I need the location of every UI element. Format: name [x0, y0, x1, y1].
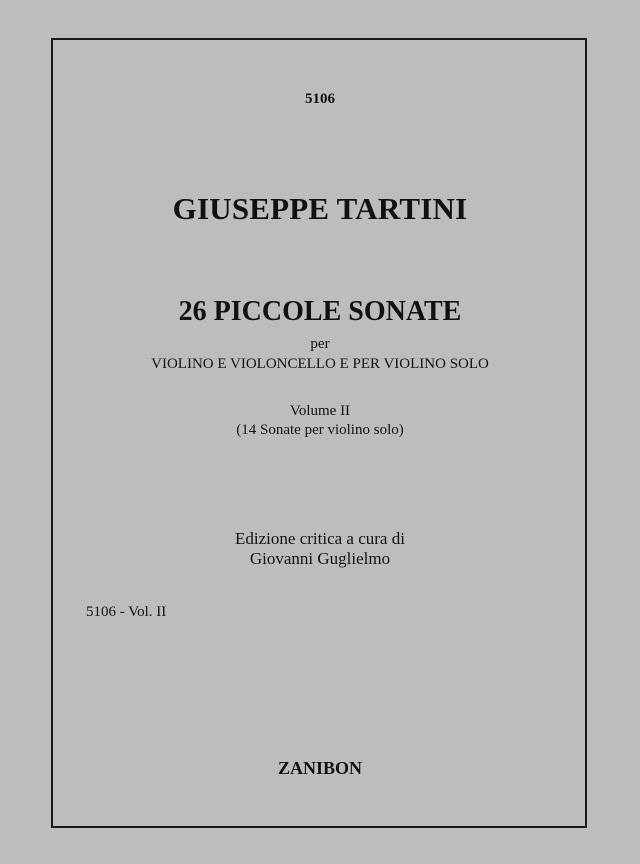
work-title: 26 PICCOLE SONATE — [178, 296, 462, 327]
volume-subtitle: (14 Sonate per violino solo) — [236, 422, 404, 438]
catalog-reference: 5106 - Vol. II — [86, 604, 167, 620]
edition-line: Edizione critica a cura di — [235, 529, 405, 548]
volume-label: Volume II — [289, 403, 351, 419]
editor-name: Giovanni Guglielmo — [249, 549, 391, 568]
publisher-name: ZANIBON — [277, 758, 362, 778]
per-label: per — [310, 336, 330, 352]
catalog-number: 5106 — [305, 91, 335, 107]
composer-name: GIUSEPPE TARTINI — [172, 191, 468, 226]
instrumentation: VIOLINO E VIOLONCELLO E PER VIOLINO SOLO — [151, 356, 489, 372]
